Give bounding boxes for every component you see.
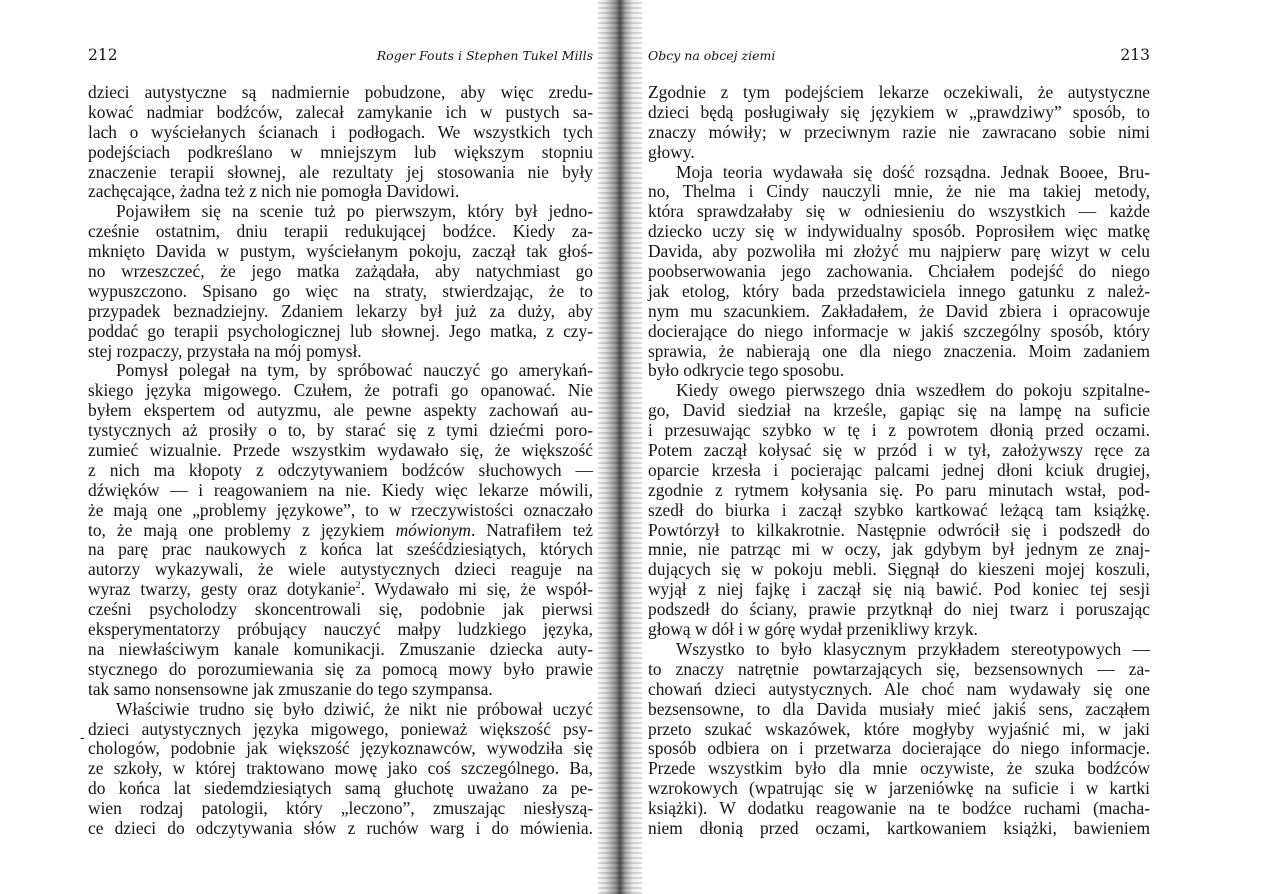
text-line: eksperymentatorzy próbujący nauczyć małpy ludzkiego języka, — [88, 619, 593, 640]
text-line: oparcie krzesła i pocierając palcami jednej dłoni kciuk drugiej, — [648, 459, 1150, 480]
text-segment: . Wydawało mi się, że współ- — [360, 579, 593, 600]
left-page — [88, 0, 593, 894]
text-line: dziecko uczy się w indywidualny sposób. Poprosiłem więc matkę — [648, 221, 1150, 242]
text-line: wien rodzaj patologii, który „leczono”, zmuszając niesłyszą- — [88, 798, 593, 819]
text-line: dzieci autystyczne są nadmiernie pobudzone, aby więc zredu- — [88, 82, 593, 102]
text-line: do końca lat siedemdziesiątych samą głuchotę uważano za pe- — [88, 778, 593, 799]
text-segment: to, że mają one problemy z językiem — [88, 519, 396, 540]
italic-text: mówionym — [395, 519, 471, 540]
text-line: jak etolog, który bada przedstawiciela innego gatunku z należ- — [648, 280, 1150, 301]
text-line: zachęcające, żadna też z nich nie pomogła Davidowi. — [88, 181, 460, 202]
text-line: go, David siedział na krześle, gapiąc się na lampę na suficie — [648, 400, 1150, 421]
text-line: Powtórzył to kilkakrotnie. Następnie odwrócił się i podszedł do — [648, 519, 1150, 540]
paragraph — [88, 202, 593, 361]
text-line: zgodnie z rytmem kołysania się. Po paru minutach wstał, pod- — [648, 479, 1150, 500]
text-line: przeto szukać wskazówek, które mogłyby wyjaśnić mi, w jaki — [648, 718, 1150, 739]
text-line: ze szkoły, w której traktowano mowę jako coś szczególnego. Ba, — [88, 758, 593, 779]
text-line: poobserwowania jego zachowania. Chciałem podejść do niego — [648, 261, 1150, 282]
text-line: dzieci autystycznych języka migowego, ponieważ większość psy- — [88, 718, 593, 739]
book-binding-gutter — [598, 0, 642, 894]
text-segment: . Natrafiłem też — [470, 519, 593, 540]
text-line: Przede wszystkim było dla mnie oczywiste, że szuka bodźców — [648, 758, 1150, 779]
text-line: Davida, aby pozwoliła mi złożyć mu najpierw parę wizyt w celu — [648, 241, 1150, 262]
text-line: Pomysł polegał na tym, by spróbować nauczyć go amerykań- — [116, 360, 593, 381]
text-line: dźwięków — i reagowaniem na nie. Kiedy więc lekarze mówili, — [88, 479, 593, 500]
text-line: znaczy mówiły; w przeciwnym razie nie zawracano sobie nimi — [648, 121, 1150, 142]
text-line: zumieć wizualnie. Przede wszystkim wydawało się, że większość — [88, 440, 593, 461]
text-segment: wyraz twarzy, gesty oraz dotykanie — [88, 579, 356, 600]
page-body — [88, 83, 593, 839]
running-head: Obcy na obcej ziemi — [648, 48, 776, 63]
text-line: Kiedy owego pierwszego dnia wszedłem do pokoju szpitalne- — [676, 380, 1150, 401]
text-line: głowy. — [648, 141, 695, 162]
text-line: sprawia, że nabierają one dla niego znaczenia. Moim zadaniem — [648, 340, 1150, 361]
text-line: Zgodnie z tym podejściem lekarze oczekiwali, że autystyczne — [648, 82, 1150, 102]
text-line: kować nadmiar bodźców, zalecał zamykanie ich w pustych sa- — [88, 101, 593, 122]
text-line: szedł do biurka i zaczął szybko kartkować leżącą tam książkę. — [648, 499, 1150, 520]
paragraph — [648, 163, 1150, 382]
footnote-ref: 2 — [355, 580, 361, 592]
page-header — [88, 46, 593, 66]
text-line: no wrzeszczeć, że jego matka zażądała, aby natychmiast go — [88, 261, 593, 282]
text-line: Wszystko to było klasycznym przykładem stereotypowych — — [676, 638, 1150, 659]
text-line: nym mu szacunkiem. Zakładałem, że David zbiera i opracowuje — [648, 300, 1150, 321]
paragraph — [648, 640, 1150, 839]
text-line: że mają one „problemy językowe”, to w rzeczywistości oznaczało — [88, 499, 593, 520]
page-header — [648, 46, 1150, 66]
text-line: na niewłaściwym kanale komunikacji. Zmuszanie dziecka auty- — [88, 638, 593, 659]
text-line: stycznego do porozumiewania się za pomocą mowy było prawie — [88, 658, 593, 679]
paragraph — [648, 381, 1150, 640]
text-line: poddać go terapii psychologicznej lub słownej. Jego matka, z czy- — [88, 320, 593, 341]
text-line: cześni psycholodzy skoncentrowali się, podobnie jak pierwsi — [88, 599, 593, 620]
text-line: mnie, nie patrząc mi w oczy, jak gdybym był jednym ze znaj- — [648, 539, 1150, 560]
page-body — [648, 83, 1150, 839]
text-line: no, Thelma i Cindy nauczyli mnie, że nie ma takiej metody, — [648, 181, 1150, 202]
text-line: tak samo nonsensowne jak zmuszanie do tego szympansa. — [88, 678, 493, 699]
text-line — [88, 521, 593, 541]
right-page — [648, 0, 1150, 894]
text-line: z nich ma kłopoty z odczytywaniem bodźców słuchowych — — [88, 459, 593, 480]
page-number: 213 — [1120, 46, 1150, 64]
text-line: Właściwie trudno się było dziwić, że nikt nie próbował uczyć — [116, 698, 593, 719]
text-line: przypadek beznadziejny. Zdaniem lekarzy był już za duży, aby — [88, 300, 593, 321]
text-line: Potem zaczął kołysać się w przód i w tył, założywszy ręce za — [648, 440, 1150, 461]
page-number: 212 — [88, 46, 118, 64]
text-line: głową w dół i w górę wydał przenikliwy krzyk. — [648, 619, 978, 640]
text-line: tystycznych aż prosiły o to, by starać się z tymi dziećmi poro- — [88, 420, 593, 441]
text-line: lach o wyściełanych ścianach i podłogach. We wszystkich tych — [88, 121, 593, 142]
text-line — [88, 580, 593, 600]
paragraph — [88, 361, 593, 699]
text-line: na parę prac naukowych z końca lat sześćdziesiątych, których — [88, 539, 593, 560]
text-line: to znaczy natrętnie powtarzających się, bezsensownych — za- — [648, 658, 1150, 679]
text-line: wyjął z niej fajkę i zaczął się nią bawić. Pod koniec tej sesji — [648, 579, 1150, 600]
text-line: byłem ekspertem od autyzmu, ale pewne aspekty zachowań au- — [88, 400, 593, 421]
paragraph — [88, 700, 593, 839]
text-line: cześnie ostatnim, dniu terapii redukującej bodźce. Kiedy za- — [88, 221, 593, 242]
margin-mark: - — [80, 730, 85, 746]
text-line: niem dłonią przed oczami, kartkowaniem książki, bawieniem — [648, 817, 1150, 838]
text-line: było odkrycie tego sposobu. — [648, 360, 845, 381]
text-line: wzrokowych (wpatrując się w jarzeniówkę na suficie i w kartki — [648, 778, 1150, 799]
paragraph — [88, 83, 593, 202]
text-line: podejściach podkreślano w mniejszym lub większym stopniu — [88, 141, 593, 162]
text-line: ce dzieci do odczytywania słów z ruchów warg i do mówienia. — [88, 817, 593, 838]
text-line: podszedł do ściany, prawie przytknął do niej twarz i poruszając — [648, 599, 1150, 620]
text-line: dujących się w pokoju mebli. Sięgnął do kieszeni mojej koszuli, — [648, 559, 1150, 580]
text-line: mknięto Davida w pustym, wyściełanym pokoju, zaczął tak głoś- — [88, 241, 593, 262]
text-line: Pojawiłem się na scenie tuż po pierwszym, który był jedno- — [116, 201, 593, 222]
text-line: wypuszczono. Spisano go więc na straty, stwierdzając, że to — [88, 280, 593, 301]
text-line: chowań dzieci autystycznych. Ale choć nam wydawały się one — [648, 678, 1150, 699]
paragraph — [648, 83, 1150, 163]
text-line: bezsensowne, to dla Davida musiały mieć jakiś sens, zacząłem — [648, 698, 1150, 719]
text-line: znaczenie terapii słownej, ale rezultaty jej stosowania nie były — [88, 161, 593, 182]
text-line: stej rozpaczy, przystała na mój pomysł. — [88, 340, 362, 361]
text-line: autorzy wykazywali, że wiele autystycznych dzieci reaguje na — [88, 559, 593, 580]
text-line: dzieci będą posługiwały się językiem w „prawdziwy” sposób, to — [648, 101, 1150, 122]
text-line: sposób odbiera on i przetwarza docierające do niego informacje. — [648, 738, 1150, 759]
text-line: książki). W dodatku reagowanie na te bodźce ruchami (macha- — [648, 798, 1150, 819]
running-head: Roger Fouts i Stephen Tukel Mills — [376, 48, 593, 63]
text-line: skiego języka migowego. Czułem, że potrafi go opanować. Nie — [88, 380, 593, 401]
text-line: Moja teoria wydawała się dość rozsądna. Jednak Booee, Bru- — [676, 161, 1150, 182]
text-line: docierające do niego informacje w jakiś szczególny sposób, który — [648, 320, 1150, 341]
text-line: i przesuwając szybko w tę i z powrotem dłonią przed oczami. — [648, 420, 1150, 441]
text-line: chologów, podobnie jak większość językoznawców, wywodziła się — [88, 738, 593, 759]
text-line: która sprawdzałaby się w odniesieniu do wszystkich — każde — [648, 201, 1150, 222]
